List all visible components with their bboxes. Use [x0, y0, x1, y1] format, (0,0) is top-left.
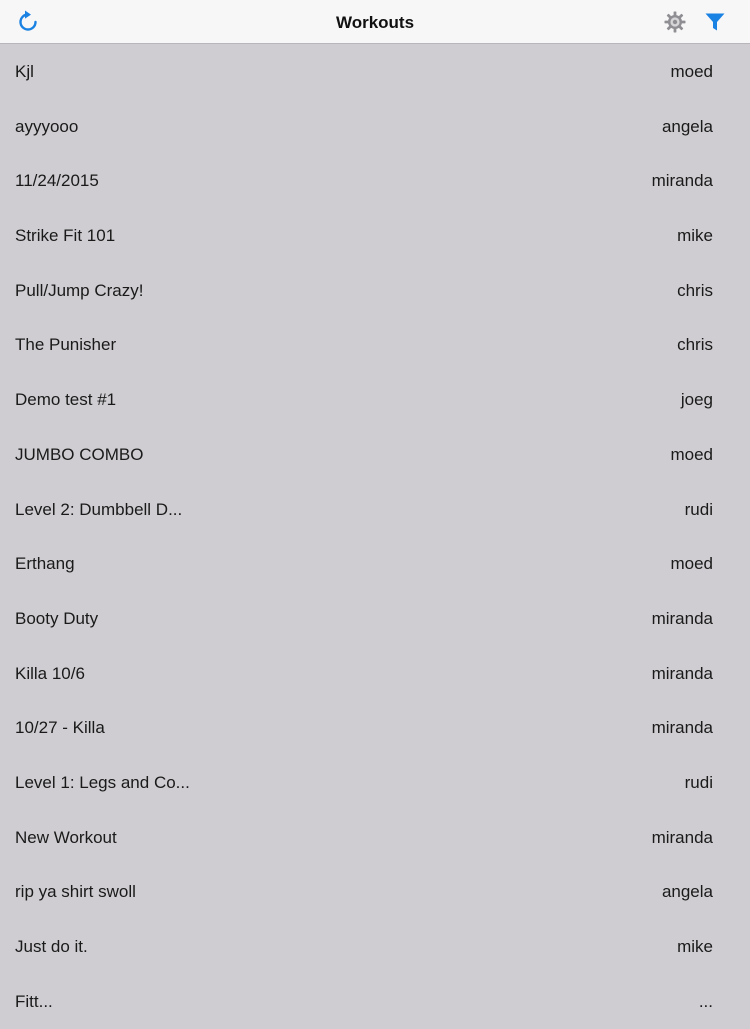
- workout-author: moed: [670, 554, 713, 574]
- workout-title: 11/24/2015: [15, 171, 99, 191]
- workout-title: rip ya shirt swoll: [15, 882, 136, 902]
- workout-row[interactable]: [0, 318, 750, 373]
- workout-row[interactable]: [0, 537, 750, 592]
- workout-row[interactable]: [0, 975, 750, 1029]
- workout-row[interactable]: [0, 428, 750, 483]
- workout-author: joeg: [680, 390, 713, 410]
- workout-author: rudi: [684, 499, 713, 519]
- workout-author: chris: [677, 335, 713, 355]
- workout-title: Booty Duty: [15, 608, 99, 628]
- workout-row[interactable]: [0, 100, 750, 155]
- workout-title: JUMBO COMBO: [15, 444, 144, 464]
- workout-title: Fitt...: [15, 991, 53, 1011]
- workout-row[interactable]: [0, 920, 750, 975]
- workout-author: miranda: [651, 663, 713, 683]
- workout-title: Strike Fit 101: [15, 226, 116, 246]
- workout-title: Level 2: Dumbbell D...: [15, 499, 183, 519]
- workout-title: ayyyooo: [15, 116, 79, 136]
- workout-row[interactable]: [0, 647, 750, 702]
- workout-row[interactable]: [0, 483, 750, 538]
- workout-author: miranda: [651, 827, 713, 847]
- workout-title: Pull/Jump Crazy!: [15, 280, 144, 300]
- workout-author: miranda: [651, 718, 713, 738]
- workout-author: angela: [661, 882, 713, 902]
- workout-title: Erthang: [15, 554, 75, 574]
- workout-author: chris: [677, 280, 713, 300]
- workout-list[interactable]: [0, 45, 750, 1011]
- workout-title: Killa 10/6: [15, 663, 85, 683]
- gear-icon: [663, 10, 687, 34]
- settings-button[interactable]: [655, 0, 695, 44]
- workout-author: ...: [698, 991, 713, 1011]
- workout-title: The Punisher: [15, 335, 117, 355]
- navigation-bar: [0, 0, 750, 44]
- workout-author: rudi: [684, 772, 713, 792]
- page-title: Workouts: [335, 13, 415, 32]
- workout-author: moed: [670, 62, 713, 81]
- workout-title: New Workout: [15, 827, 117, 847]
- workout-row[interactable]: [0, 701, 750, 756]
- workout-title: Demo test #1: [15, 390, 117, 410]
- workout-title: Level 1: Legs and Co...: [15, 772, 190, 792]
- workout-row[interactable]: [0, 264, 750, 319]
- workout-title: 10/27 - Killa: [15, 718, 105, 738]
- workout-author: miranda: [651, 608, 713, 628]
- workout-row[interactable]: [0, 865, 750, 920]
- workout-title: Just do it.: [15, 937, 88, 956]
- workout-row[interactable]: [0, 756, 750, 811]
- workout-author: mike: [677, 937, 713, 956]
- workout-row[interactable]: [0, 45, 750, 100]
- workout-title: Kjl: [15, 62, 34, 81]
- workout-author: moed: [670, 444, 713, 464]
- filter-button[interactable]: [695, 0, 735, 44]
- workout-row[interactable]: [0, 373, 750, 428]
- workout-row[interactable]: [0, 811, 750, 866]
- workout-row[interactable]: [0, 154, 750, 209]
- workout-author: angela: [661, 116, 713, 136]
- filter-icon: [704, 11, 726, 33]
- workout-author: mike: [677, 226, 713, 246]
- workout-row[interactable]: [0, 592, 750, 647]
- workout-row[interactable]: [0, 209, 750, 264]
- workout-author: miranda: [651, 171, 713, 191]
